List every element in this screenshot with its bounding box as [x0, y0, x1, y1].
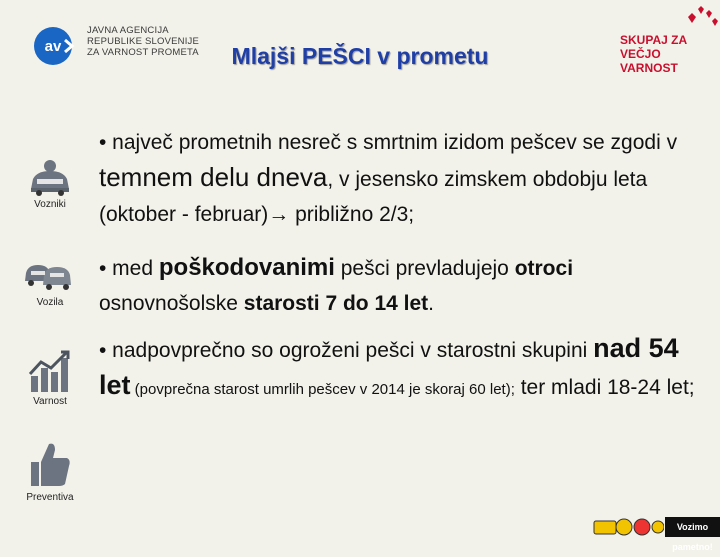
arrow-right-icon: → — [268, 203, 290, 226]
bullet-3-small: (povprečna starost umrlih pešcev v 2014 je skoraj 60 let); — [130, 381, 515, 398]
sidebar-label-vozniki: Vozniki — [34, 199, 66, 210]
bullet-3-tail: ter mladi 18-24 let; — [514, 376, 695, 399]
campaign-line-2: VEČJO VARNOST — [620, 47, 678, 75]
svg-text:av: av — [44, 38, 62, 55]
bullet-1-text: • največ prometnih nesreč s smrtnim izidom pešcev se zgodi v — [99, 131, 678, 154]
bullet-2 — [99, 250, 699, 321]
signs-icon — [592, 517, 664, 537]
sidebar-item-vozila[interactable] — [0, 255, 100, 308]
agency-line-3: ZA VARNOST PROMETA — [87, 47, 199, 58]
cars-icon — [22, 255, 78, 295]
bullet-1-emphasis: temnem delu dneva — [99, 162, 328, 192]
campaign-logo — [616, 3, 720, 75]
sidebar-label-preventiva: Preventiva — [26, 492, 74, 503]
bullet-2-text-2: pešci prevladujejo — [334, 257, 515, 280]
bullet-2-emphasis-3: starosti 7 do 14 let — [243, 292, 429, 315]
slide-title: Mlajši PEŠCI v prometu — [231, 43, 489, 69]
bullet-3-emphasis: nad 54 let — [99, 333, 679, 400]
car-driver-icon — [27, 157, 73, 197]
bullet-1-text-2: , v jesensko zimskem obdobju leta (oktober - februar) — [99, 168, 648, 226]
bullet-1-tail: približno 2/3; — [289, 203, 415, 226]
sidebar-item-vozniki[interactable] — [0, 157, 100, 210]
bullet-2-text-3: osnovnošolske — [99, 292, 244, 315]
chart-up-icon — [27, 350, 73, 394]
thumbs-up-icon — [27, 440, 73, 490]
bullet-2-emphasis: poškodovanimi — [158, 254, 335, 281]
bullet-2-emphasis-2: otroci — [514, 257, 574, 280]
bullet-3-text: • nadpovprečno so ogroženi pešci v starostni skupini — [99, 339, 594, 362]
footer-icons — [592, 517, 713, 552]
sidebar-label-varnost: Varnost — [33, 396, 67, 407]
footer-badge: Vozimo pametno! — [665, 517, 720, 537]
bullet-2-text: • med — [99, 257, 159, 280]
campaign-line-1: SKUPAJ ZA — [620, 33, 688, 47]
bullet-2-tail: . — [428, 292, 435, 315]
hearts-icon — [616, 3, 720, 33]
agency-line-2: REPUBLIKE SLOVENIJE — [87, 36, 200, 47]
sidebar-item-varnost[interactable] — [0, 350, 100, 407]
bullet-3 — [99, 331, 699, 407]
agency-line-1: JAVNA AGENCIJA — [87, 25, 169, 36]
sidebar-label-vozila: Vozila — [36, 297, 64, 308]
bullet-1 — [99, 125, 699, 232]
sidebar-item-preventiva[interactable] — [0, 440, 100, 503]
